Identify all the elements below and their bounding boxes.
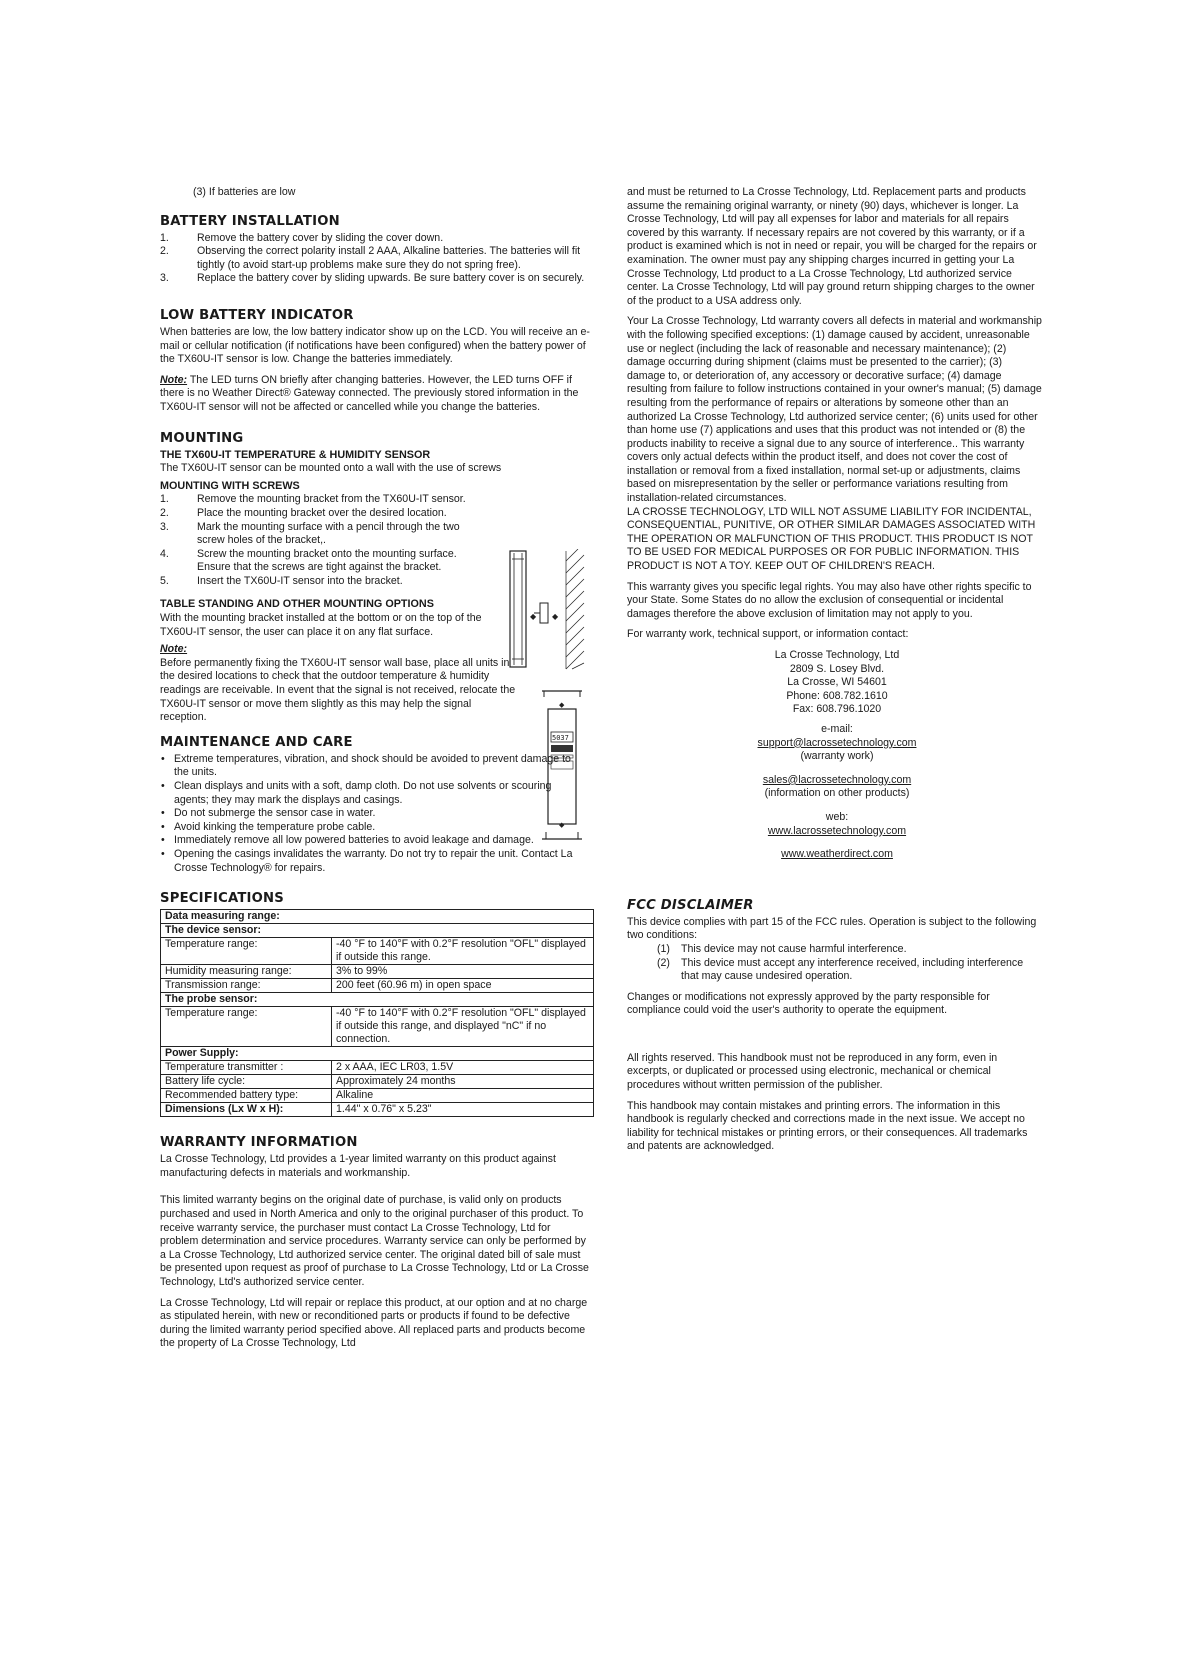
table-row: The probe sensor: [161,993,594,1007]
wall-mount-illustration [508,549,588,671]
table-row: Transmission range: 200 feet (60.96 m) in open space [161,979,594,993]
maintenance-heading: MAINTENANCE AND CARE [160,734,353,750]
table-row: Battery life cycle: Approximately 24 months [161,1075,594,1089]
list-item: 1. Remove the mounting bracket from the TX60U-IT sensor. [160,493,466,506]
low-battery-body: When batteries are low, the low battery indicator show up on the LCD. You will receive an e-mail or cellular notification (if notifications have been configured) when the battery power of the TX60U-IT sensor is low. Change the batteries immediately. [160,325,590,366]
legal-rights: All rights reserved. This handbook must not be reproduced in any form, even in excerpts, or duplicated or processed using electronic, mechanical or chemical procedures without written permission of the publisher. [627,1051,998,1092]
warranty-paragraph: La Crosse Technology, Ltd provides a 1-year limited warranty on this product against manufacturing defects in materials and workmanship. [160,1153,556,1179]
fcc-changes: Changes or modifications not expressly approved by the party responsible for compliance could void the user's authority to operate the equipment. [627,990,990,1017]
specifications-table [160,909,594,1117]
list-item: 5. Insert the TX60U-IT sensor into the bracket. [160,574,403,587]
list-item: (1) This device may not cause harmful interference. [657,942,907,955]
warranty-paragraph: Your La Crosse Technology, Ltd warranty covers all defects in material and workmanship with the following specified exceptions: (1) damage caused by accident, unreasonable use or neglect (including the lack of reasonable and necessary maintenance); (2) damage occurring during shipment (claims must be presented to the carrier); (3) damage to, or deterioration of, any accessory or decorative surface; (4) damage resulting from failure to follow instructions contained in your owner's manual; (5) damage resulting from the performance of repairs or alterations by someone other than an authorized La Crosse Technology, Ltd authorized service center; (6) units used for other than home use (7) applications and uses that this product was not intended or (8) the products inability to receive a signal due to any source of interference.. This warranty covers only actual defects within the product itself, and does not cover the cost of installation or removal from a fixed installation, normal set-up or adjustments, claims based on misrepresentation by the seller or performance variations resulting from installation-related circumstances. [627,315,1042,505]
mounting-intro: The TX60U-IT sensor can be mounted onto a wall with the use of screws [160,462,502,475]
table-row: Temperature transmitter : 2 x AAA, IEC LR03, 1.5V [161,1061,594,1075]
contact-company: La Crosse Technology, Ltd [774,649,900,661]
left-column [160,186,590,1358]
svg-text:◆: ◆ [559,701,565,709]
right-column [627,186,1043,1161]
contact-phone: Phone: 608.782.1610 [786,689,888,702]
web-link-weatherdirect[interactable]: www.weatherdirect.com [781,848,893,861]
battery-list [160,232,590,286]
battery-heading: BATTERY INSTALLATION [160,213,340,229]
table-row: Temperature range: -40 °F to 140°F with 0.2°F resolution "OFL" displayed if outside this range. [161,938,594,965]
mounting-note-label: Note: [160,643,188,656]
table-standing-heading: TABLE STANDING AND OTHER MOUNTING OPTIONS [160,598,434,611]
support-email-link[interactable]: support@lacrossetechnology.com [757,736,917,749]
list-item: (2) This device must accept any interference received, including interference that may cause undesired operation. [657,956,1024,983]
svg-text:◆: ◆ [559,821,565,829]
contact-city: La Crosse, WI 54601 [787,676,887,689]
list-item: • Immediately remove all low powered batteries to avoid leakage and damage. [160,834,580,848]
specifications-heading: SPECIFICATIONS [160,891,284,907]
maintenance-list [160,753,580,875]
support-email-note: (warranty work) [800,750,874,763]
low-battery-heading: LOW BATTERY INDICATOR [160,307,354,323]
table-row: Temperature range: -40 °F to 140°F with 0.2°F resolution "OFL" displayed if outside this range, and displayed "nC" if no connection. [161,1007,594,1047]
web-link-lacrosse[interactable]: www.lacrossetechnology.com [767,824,907,837]
lcd-readout: 5037 [552,734,569,742]
contact-block [627,649,1047,862]
table-row: Dimensions (Lx W x H): 1.44" x 0.76" x 5.23" [161,1103,594,1117]
sales-email-link[interactable]: sales@lacrossetechnology.com [762,773,912,786]
warranty-heading: WARRANTY INFORMATION [160,1135,358,1151]
fcc-intro: This device complies with part 15 of the FCC rules. Operation is subject to the following two conditions: [627,915,1037,942]
list-item: 2. Place the mounting bracket over the desired location. [160,506,447,519]
list-item: 1. Remove the battery cover by sliding the cover down. [160,231,444,244]
contact-street: 2809 S. Losey Blvd. [789,662,885,675]
fcc-heading: FCC DISCLAIMER [627,897,754,913]
warranty-contact-intro: For warranty work, technical support, or information contact: [627,628,909,641]
table-row: Humidity measuring range: 3% to 99% [161,965,594,979]
list-item: • Do not submerge the sensor case in water. [160,807,580,821]
mounting-list [160,493,490,588]
warranty-liability: LA CROSSE TECHNOLOGY, LTD WILL NOT ASSUME LIABILITY FOR INCIDENTAL, CONSEQUENTIAL, PUNITIVE, OR OTHER SIMILAR DAMAGES ASSOCIATED WITH THE OPERATION OR MALFUNCTION OF THIS PRODUCT. THIS PRODUCT IS NOT TO BE USED FOR MEDICAL PURPOSES OR FOR PUBLIC INFORMATION. THIS PRODUCT IS NOT A TOY. KEEP OUT OF CHILDREN'S REACH. [627,505,1036,573]
list-item: 3. Mark the mounting surface with a pencil through the two screw holes of the bracket,. [160,520,460,547]
legal-disclaimer: This handbook may contain mistakes and printing errors. The information in this handbook is regularly checked and corrections made in the next issue. We accept no liability for technical mistakes or printing errors, or their consequences. All trademarks and patents are acknowledged. [627,1099,1028,1153]
contact-fax: Fax: 608.796.1020 [792,703,882,716]
table-row: Power Supply: [161,1047,594,1061]
mounting-subheading: THE TX60U-IT TEMPERATURE & HUMIDITY SENSOR [160,448,431,461]
list-item: • Extreme temperatures, vibration, and shock should be avoided to prevent damage to the units. [160,753,580,780]
table-row: Recommended battery type: Alkaline [161,1089,594,1103]
mounting-heading: MOUNTING [160,430,244,446]
svg-text:◆: ◆ [530,612,537,621]
table-standing-illustration [538,689,588,843]
warranty-paragraph: This warranty gives you specific legal rights. You may also have other rights specific to your State. Some States do no allow the exclusion of consequential or incidental damages therefore the above exclusion of limitation may not apply to you. [627,580,1032,620]
intro-text: (3) If batteries are low [193,186,296,198]
table-row: Data measuring range: [161,910,594,924]
warranty-paragraph: This limited warranty begins on the original date of purchase, is valid only on products purchased and used in North America and only to the original purchaser of this product. To receive warranty service, the purchaser must contact La Crosse Technology, Ltd for problem determination and service procedures. Warranty service can only be performed by a La Crosse Technology, Ltd authorized service center. The original dated bill of sale must be presented upon request as proof of purchase to La Crosse Technology, Ltd or La Crosse Technology, Ltd's authorized service center. [160,1194,589,1288]
svg-text:◆: ◆ [552,612,559,621]
fcc-conditions [627,943,1043,984]
list-item: • Avoid kinking the temperature probe cable. [160,821,580,835]
list-item: 2. Observing the correct polarity install 2 AAA, Alkaline batteries. The batteries will fit tightly (to avoid start-up problems make sure they do not spring free). [160,245,581,271]
mounting-screws-heading: MOUNTING WITH SCREWS [160,479,300,492]
sales-email-note: (information on other products) [764,787,910,800]
contact-email-label: e-mail: [821,722,853,735]
warranty-paragraph: and must be returned to La Crosse Technology, Ltd. Replacement parts and products assume the remaining original warranty, or ninety (90) days, whichever is longer. La Crosse Technology, Ltd will pay all expenses for labor and materials for all repairs covered by this warranty. If necessary repairs are not covered by this warranty, or if a product is examined which is not in need or repair, you will be charged for the repairs or examination. The owner must pay any shipping charges incurred in getting your La Crosse Technology, Ltd product to a La Crosse Technology, Ltd authorized service center. La Crosse Technology, Ltd will pay ground return shipping charges to the owner of the product to a USA address only. [627,186,1037,307]
warranty-paragraph: La Crosse Technology, Ltd will repair or replace this product, at our option and at no charge as stipulated herein, with new or reconditioned parts or products if found to be defective during the limited warranty period specified above. All replaced parts and products become the property of La Crosse Technology, Ltd [160,1296,588,1350]
table-row: The device sensor: [161,924,594,938]
low-battery-note: Note: The LED turns ON briefly after changing batteries. However, the LED turns OFF if there is no Weather Direct® Gateway connected. The previously stored information in the TX60U-IT sensor will not be affected or cancelled while you change the batteries. [160,373,579,413]
contact-web-label: web: [825,810,849,823]
list-item: 4. Screw the mounting bracket onto the mounting surface. Ensure that the screws are tight against the bracket. [160,547,457,574]
list-item: 3. Replace the battery cover by sliding upwards. Be sure battery cover is on securely. [160,272,585,285]
list-item: • Clean displays and units with a soft, damp cloth. Do not use solvents or scouring agents; they may mark the displays and casings. [160,780,580,807]
table-standing-body: With the mounting bracket installed at the bottom or on the top of the TX60U-IT sensor, the user can place it on any flat surface. [160,612,482,638]
list-item: • Opening the casings invalidates the warranty. Do not try to repair the unit. Contact La Crosse Technology® for repairs. [160,848,580,875]
mounting-note: Before permanently fixing the TX60U-IT sensor wall base, place all units in the desired locations to check that the outdoor temperature & humidity readings are receivable. In event that the signal is not received, relocate the TX60U-IT sensor or move them slightly as this may help the signal reception. [160,656,516,724]
